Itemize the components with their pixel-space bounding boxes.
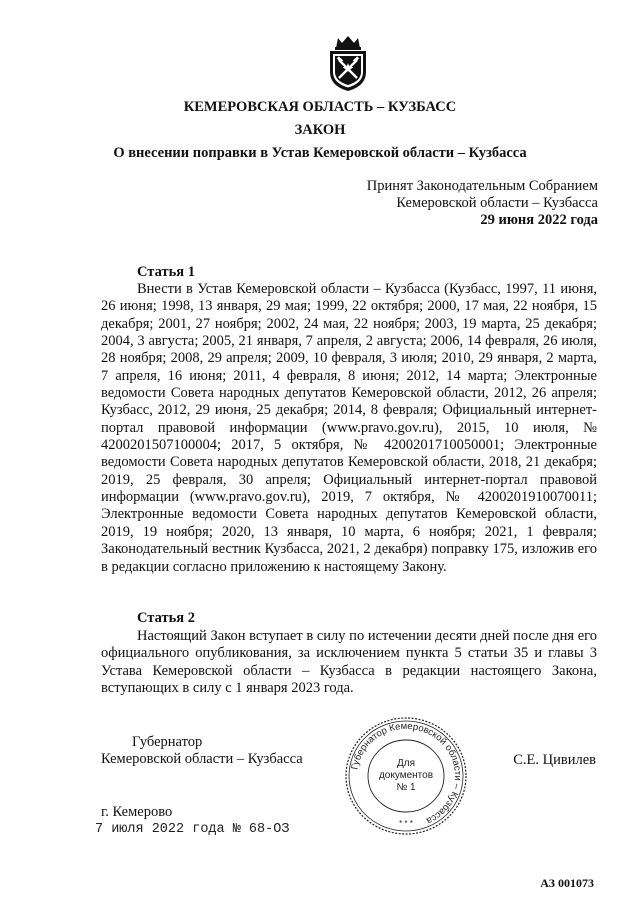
seal-inner-line-2: документов — [378, 770, 434, 781]
adoption-block — [367, 178, 598, 229]
seal-ring-text: Губернатор Кемеровской области – Кузбасса — [349, 720, 464, 827]
document-type: ЗАКОН — [294, 122, 346, 138]
article-2-heading: Статья 2 — [137, 610, 195, 626]
adoption-line-2: Кемеровской области – Кузбасса — [396, 195, 598, 211]
seal-inner-line-1: Для — [396, 758, 416, 769]
serial-number: АЗ 001073 — [540, 876, 594, 890]
city-name: г. Кемерово — [101, 804, 173, 820]
article-2-text: Настоящий Закон вступает в силу по истечении десяти дней после дня его официального опубликования, за исключением пункта 5 статьи 35 и главы 3 Устава Кемеровской области – Кузбасса в редакции настоящего Закона, вступающих в силу с 1 января 2023 года. — [101, 628, 597, 697]
governor-region: Кемеровской области – Кузбасса — [101, 751, 303, 767]
adoption-date: 29 июня 2022 года — [480, 212, 598, 228]
kuzbass-coat-of-arms-icon — [324, 34, 372, 92]
article-1-text: Внести в Устав Кемеровской области – Кузбасса (Кузбасс, 1997, 11 июня, 26 июня; 1998, 13 января, 29 мая; 1999, 22 октября; 2000, 17 мая, 22 ноября, 15 декабря; 2001, 27 ноября; 2002, 24 мая, 22 ноября; 2003, 19 марта, 25 декабря; 2004, 3 августа; 2005, 21 января, 7 апреля, 2 августа; 2006, 14 февраля, 26 июля, 28 ноября; 2008, 29 апреля; 2009, 10 февраля, 3 июля; 2010, 29 января, 2 марта, 7 апреля, 16 июня; 2011, 4 февраля, 8 июня; 2012, 14 марта; Электронные ведомости Совета народных депутатов Кемеровской области, 2012, 26 апреля; Кузбасс, 2012, 29 июня, 25 декабря; 2014, 8 февраля; Официальный интернет-портал правовой информации (www.pravo.gov.ru), 2015, 10 июля, № 4200201507100004; 2017, 5 октября, № 4200201710050001; Электронные ведомости Совета народных депутатов Кемеровской области, 2018, 21 декабря; 2019, 25 февраля, 30 апреля; Официальный интернет-портал правовой информации (www.pravo.gov.ru), 2019, 7 октября, № 4200201910070011; Электронные ведомости Совета народных депутатов Кемеровской области, 2019, 19 ноября; 2020, 13 января, 10 марта, 6 ноября; 2021, 1 февраля; Законодательный вестник Кузбасса, 2021, 2 декабря) поправку 175, изложив его в редакции согласно приложению к настоящему Закону. — [101, 281, 597, 575]
seal-inner-line-3: № 1 — [396, 782, 416, 793]
registration-stamp: 7 июля 2022 года № 68-ОЗ — [95, 822, 290, 837]
region-heading: КЕМЕРОВСКАЯ ОБЛАСТЬ – КУЗБАСС — [183, 99, 457, 115]
seal-stars: * * * — [399, 819, 413, 828]
official-seal — [342, 714, 470, 838]
adoption-line-1: Принят Законодательным Собранием — [366, 178, 598, 194]
article-1-heading: Статья 1 — [137, 264, 195, 280]
law-title: О внесении поправки в Устав Кемеровской области – Кузбасса — [113, 145, 527, 161]
signatory-name: С.Е. Цивилев — [513, 752, 596, 768]
governor-title: Губернатор — [132, 734, 203, 750]
governor-position — [101, 734, 303, 768]
